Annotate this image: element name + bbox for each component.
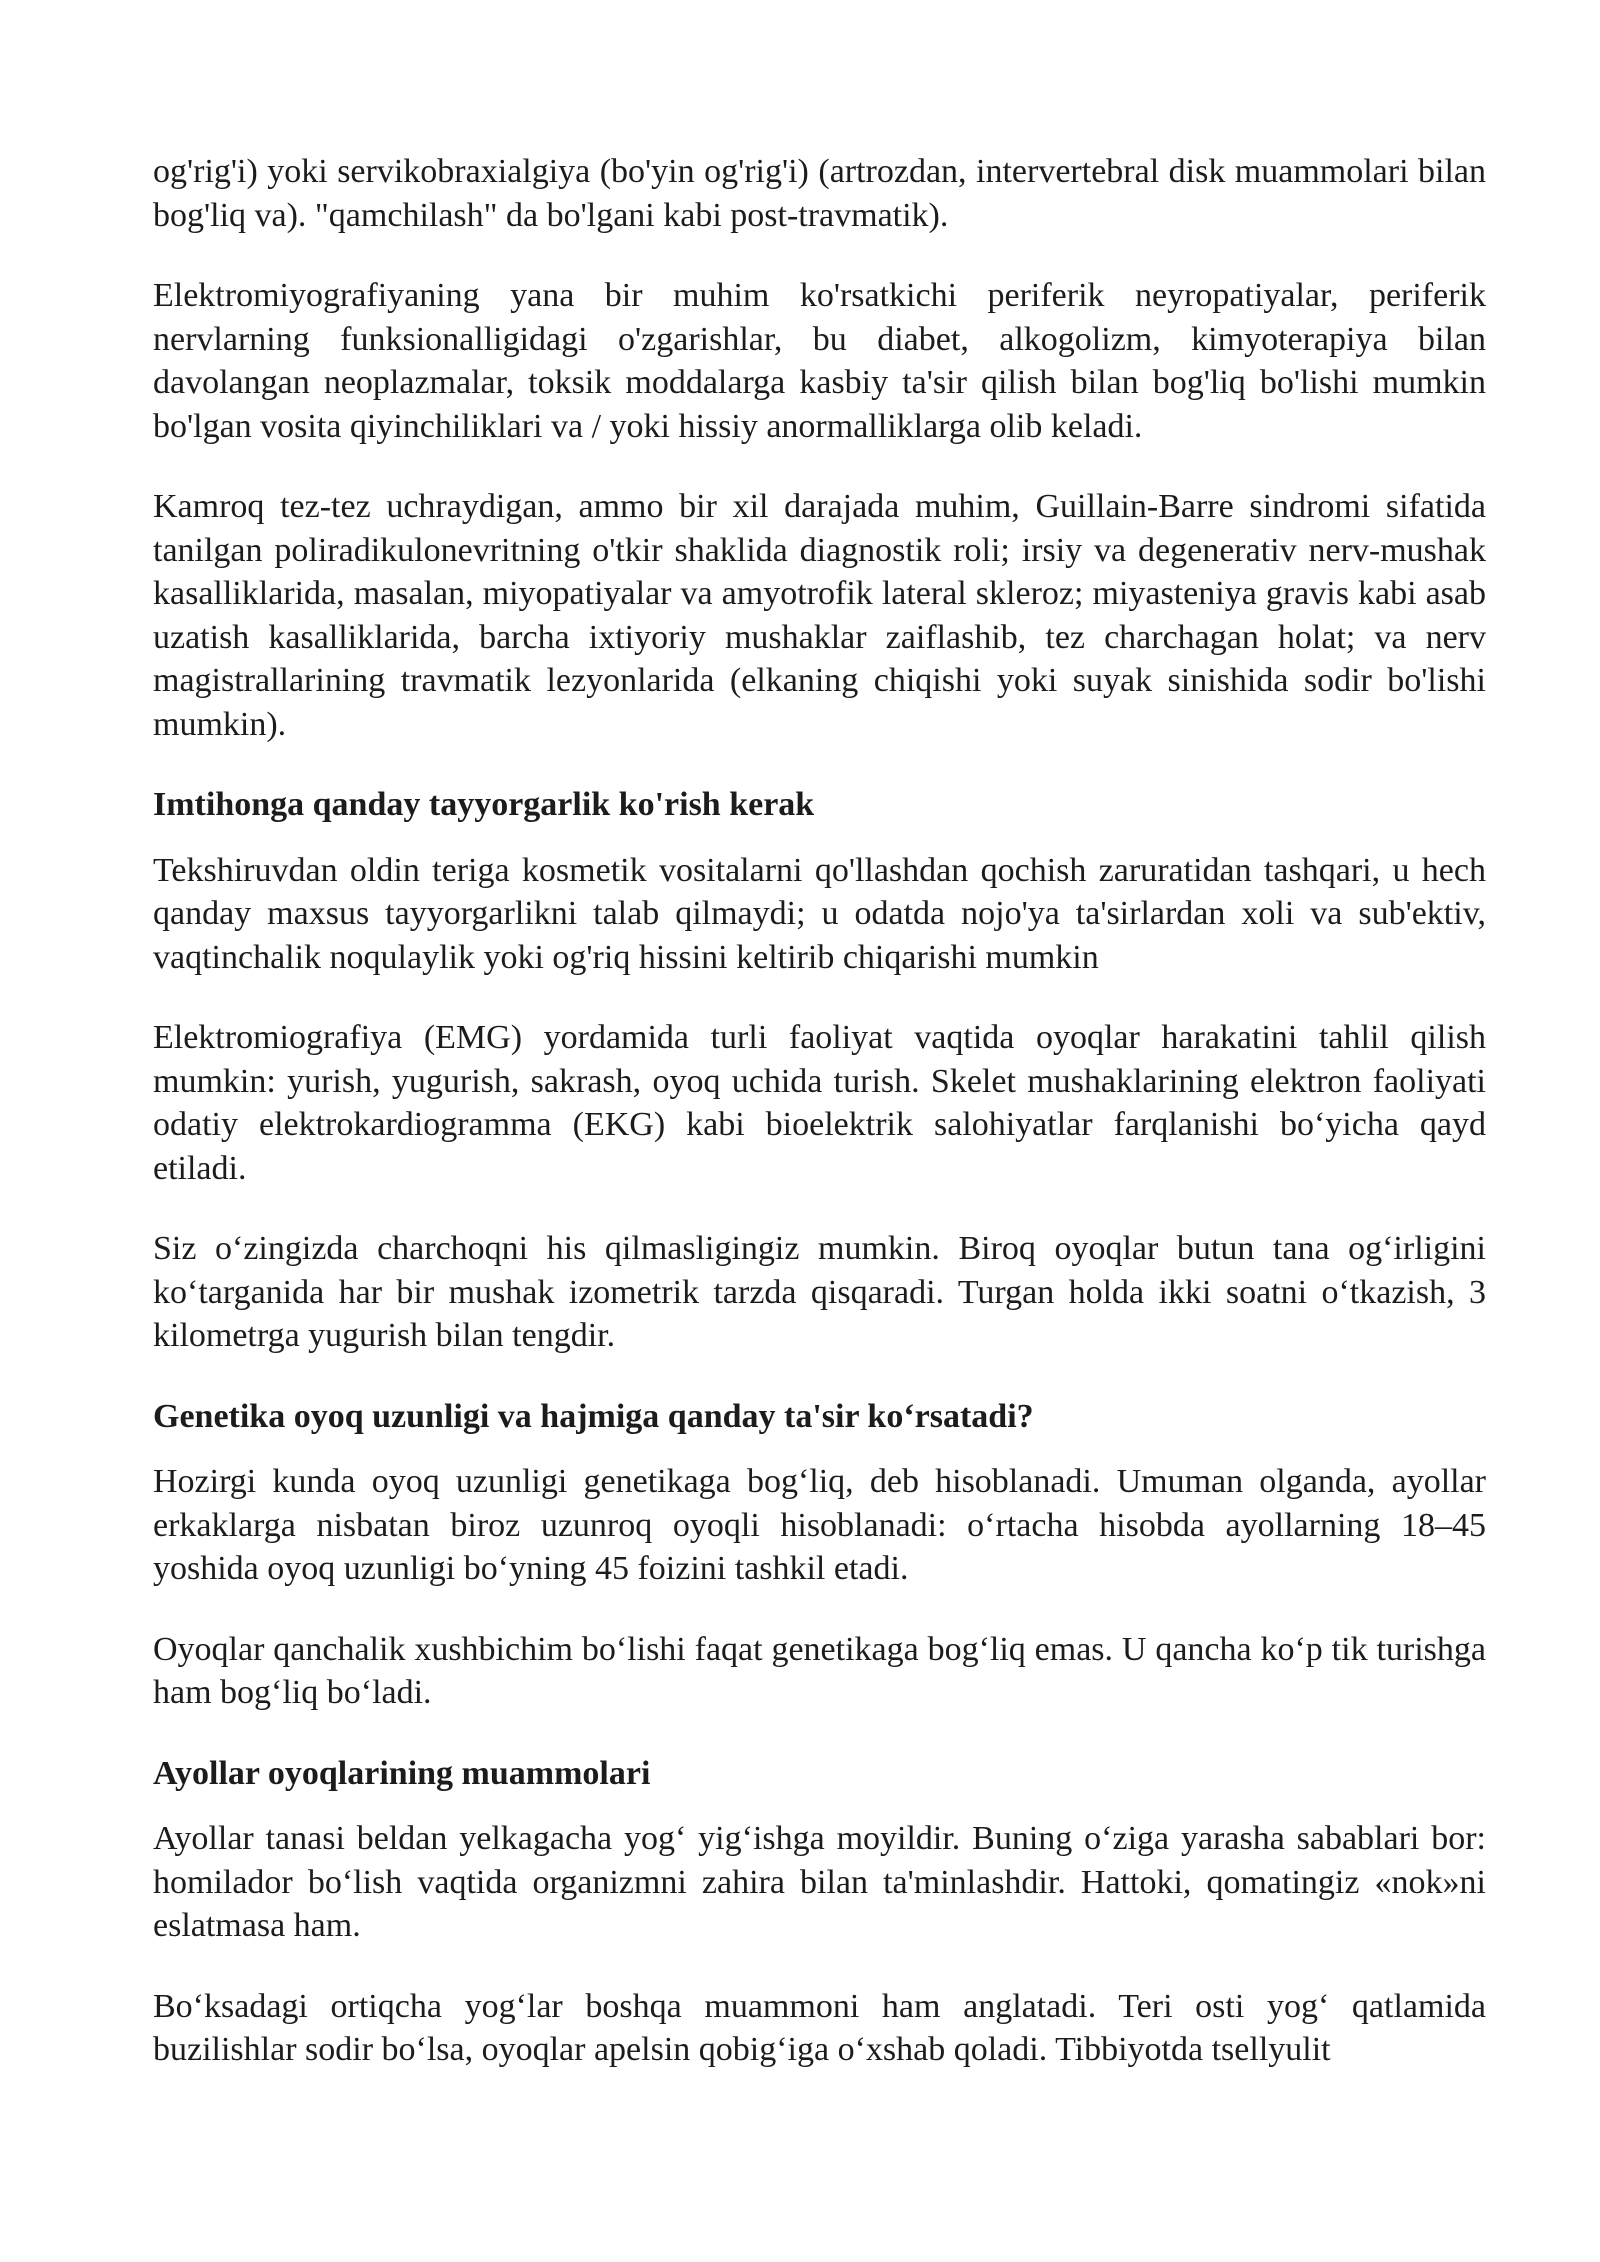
paragraph-peripheral-neuropathy: Elektromiyografiyaning yana bir muhim ko'rsatkichi periferik neyropatiyalar, periferik nervlarning funksionalligidagi o'zgarishlar, bu diabet, alkogolizm, kimyoterapiya bilan davolangan neoplazmalar, toksik moddalarga kasbiy ta'sir qilish bilan bog'liq bo'lishi mumkin bo'lgan vosita qiyinchiliklari va / yoki hissiy anormalliklarga olib keladi. [153,277,1486,445]
paragraph-exam-preparation: Tekshiruvdan oldin teriga kosmetik vositalarni qo'llashdan qochish zaruratidan tashqari, u hech qanday maxsus tayyorgarlikni talab qilmaydi; u odatda nojo'ya ta'sirlardan xoli va sub'ektiv, vaqtinchalik noqulaylik yoki og'riq hissini keltirib chiqarishi mumkin [153,851,1486,976]
heading-exam-preparation: Imtihonga qanday tayyorgarlik ko'rish kerak [153,786,815,823]
paragraph-emg-legs: Elektromiografiya (EMG) yordamida turli faoliyat vaqtida oyoqlar harakatini tahlil qilish mumkin: yurish, yugurish, sakrash, oyoq uchida turish. Skelet mushaklarining elektron faoliyati odatiy elektrokardiogramma (EKG) kabi bioelektrik salohiyatlar farqlanishi bo‘yicha qayd etiladi. [153,1019,1486,1187]
paragraph-leg-shape: Oyoqlar qanchalik xushbichim bo‘lishi faqat genetikaga bog‘liq emas. U qancha ko‘p tik turishga ham bog‘liq bo‘ladi. [153,1630,1486,1711]
paragraph-fatigue: Siz o‘zingizda charchoqni his qilmasligingiz mumkin. Biroq oyoqlar butun tana og‘irligini ko‘targanida har bir mushak izometrik tarzda qisqaradi. Turgan holda ikki soatni o‘tkazish, 3 kilometrga yugurish bilan tengdir. [153,1230,1486,1354]
heading-genetics: Genetika oyoq uzunligi va hajmiga qanday ta'sir ko‘rsatadi? [153,1397,1034,1435]
heading-women-leg-problems: Ayollar oyoqlarining muammolari [153,1754,651,1792]
document-page [153,150,1486,2072]
paragraph-guillain-barre: Kamroq tez-tez uchraydigan, ammo bir xil darajada muhim, Guillain-Barre sindromi sifatida tanilgan poliradikulonevritning o'tkir shaklida diagnostik roli; irsiy va degenerativ nerv-mushak kasalliklarida, masalan, miyopatiyalar va amyotrofik lateral skleroz; miyasteniya gravis kabi asab uzatish kasalliklarida, barcha ixtiyoriy mushaklar zaiflashib, tez charchagan holat; va nerv magistrallarining travmatik lezyonlarida (elkaning chiqishi yoki suyak sinishida sodir bo'lishi mumkin). [153,488,1486,743]
paragraph-cellulite: Bo‘ksadagi ortiqcha yog‘lar boshqa muammoni ham anglatadi. Teri osti yog‘ qatlamida buzilishlar sodir bo‘lsa, oyoqlar apelsin qobig‘iga o‘xshab qoladi. Tibbiyotda tsellyulit [153,1987,1486,2068]
paragraph-leg-length: Hozirgi kunda oyoq uzunligi genetikaga bog‘liq, deb hisoblanadi. Umuman olganda, ayollar erkaklarga nisbatan biroz uzunroq oyoqli hisoblanadi: o‘rtacha hisobda ayollarning 18–45 yoshida oyoq uzunligi bo‘yning 45 foizini tashkil etadi. [153,1463,1486,1587]
paragraph-emg-neck-pain: og'rig'i) yoki servikobraxialgiya (bo'yin og'rig'i) (artrozdan, intervertebral disk muammolari bilan bog'liq va). "qamchilash" da bo'lgani kabi post-travmatik). [153,153,1486,234]
paragraph-fat-distribution: Ayollar tanasi beldan yelkagacha yog‘ yig‘ishga moyildir. Buning o‘ziga yarasha sabablari bor: homilador bo‘lish vaqtida organizmni zahira bilan ta'minlashdir. Hattoki, qomatingiz «nok»ni eslatmasa ham. [153,1820,1486,1944]
